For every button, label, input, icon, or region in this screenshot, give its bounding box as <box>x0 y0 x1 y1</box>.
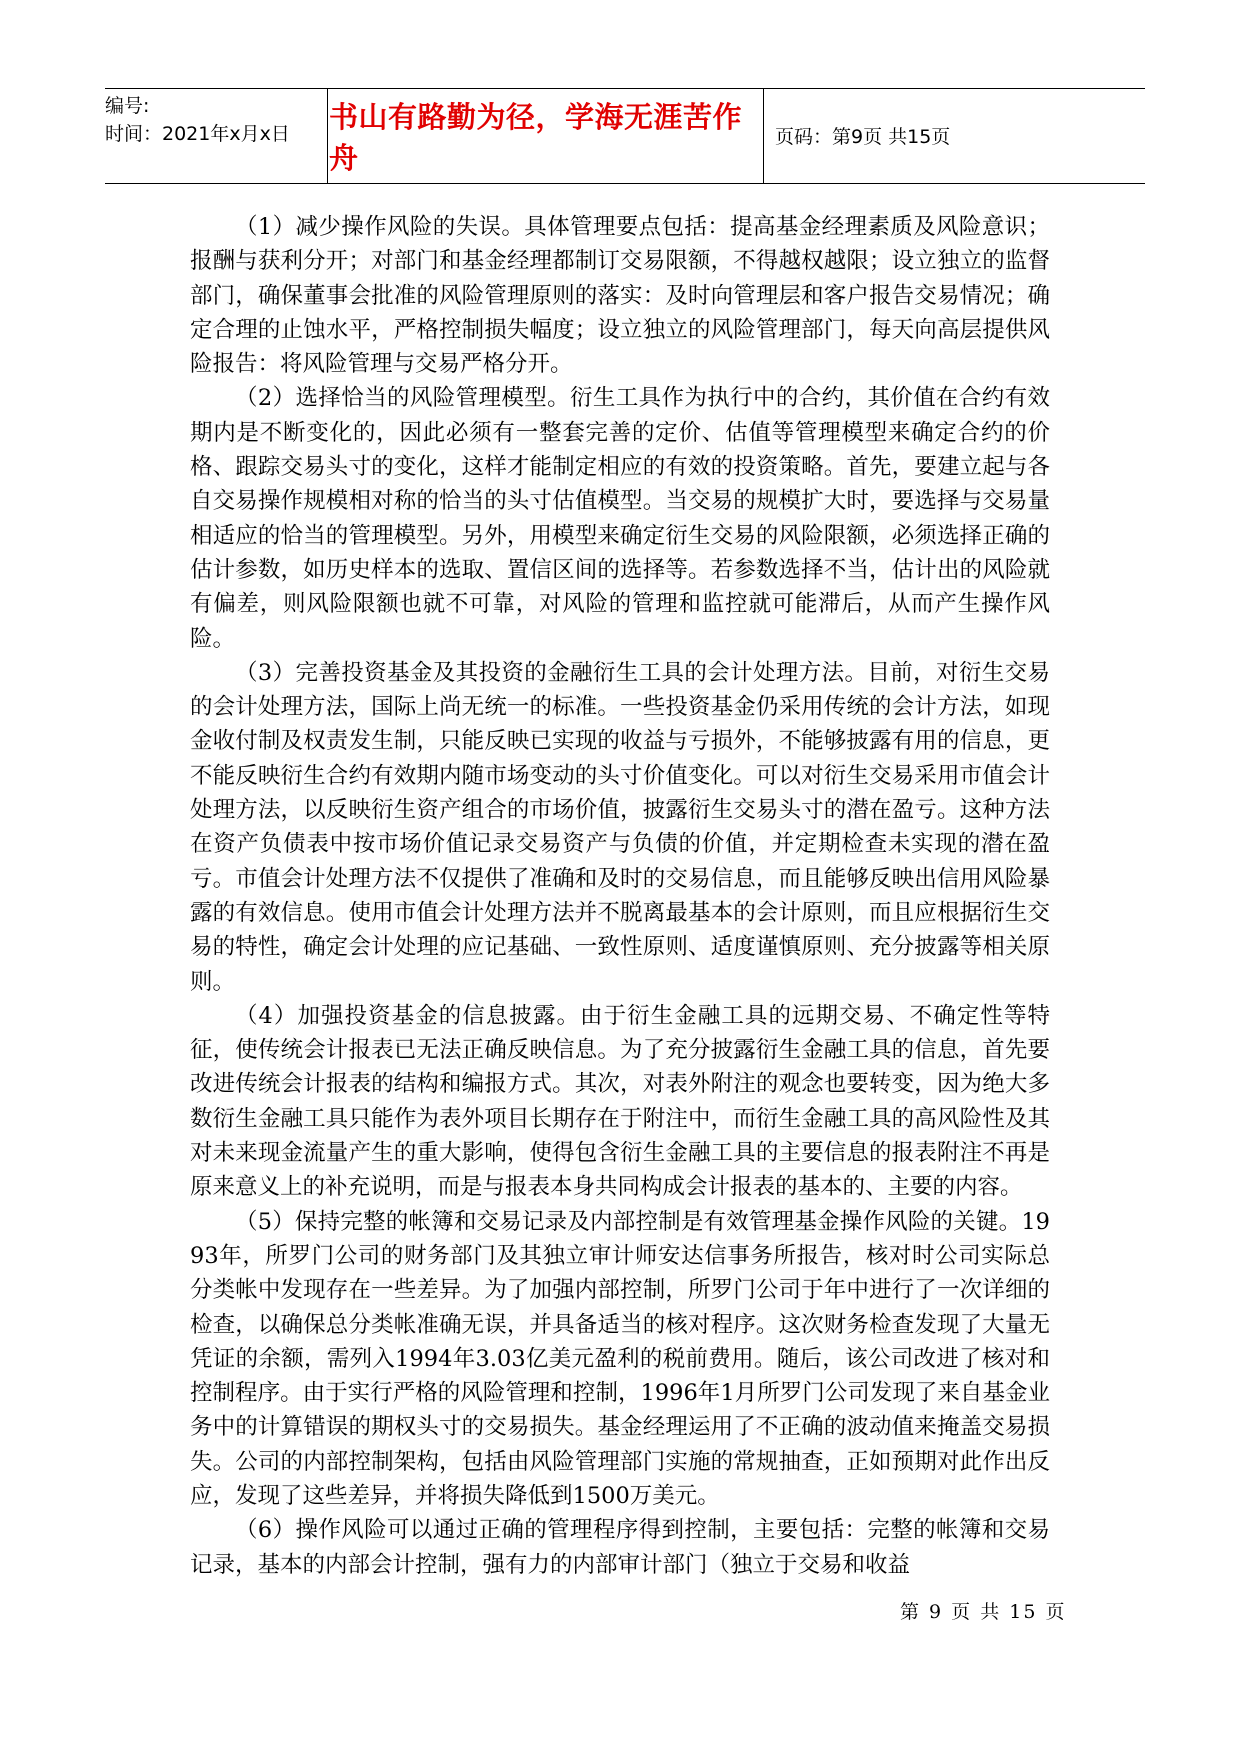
header-bottom-rule <box>105 183 1145 184</box>
page-footer: 第 9 页 共 15 页 <box>900 1601 1067 1623</box>
page-header <box>105 88 1145 183</box>
paragraph-2: （2）选择恰当的风险管理模型。衍生工具作为执行中的合约，其价值在合约有效期内是不断变化的，因此必须有一整套完善的定价、估值等管理模型来确定合约的价格、跟踪交易头寸的变化，这样才能制定相应的有效的投资策略。首先，要建立起与各自交易操作规模相对称的恰当的头寸估值模型。当交易的规模扩大时，要选择与交易量相适应的恰当的管理模型。另外，用模型来确定衍生交易的风险限额，必须选择正确的估计参数，如历史样本的选取、置信区间的选择等。若参数选择不当，估计出的风险就有偏差，则风险限额也就不可靠，对风险的管理和监控就可能滞后，从而产生操作风险。 <box>190 385 1050 652</box>
document-number-label: 编号: <box>105 95 150 117</box>
header-page-code: 页码：第9页 共15页 <box>775 126 951 148</box>
header-motto: 书山有路勤为径，学海无涯苦作舟 <box>329 99 743 175</box>
paragraph-3: （3）完善投资基金及其投资的金融衍生工具的会计处理方法。目前，对衍生交易的会计处理方法，国际上尚无统一的标准。一些投资基金仍采用传统的会计方法，如现金收付制及权责发生制，只能反映已实现的收益与亏损外，不能够披露有用的信息，更不能反映衍生合约有效期内随市场变动的头寸价值变化。可以对衍生交易采用市值会计处理方法，以反映衍生资产组合的市场价值，披露衍生交易头寸的潜在盈亏。这种方法在资产负债表中按市场价值记录交易资产与负债的价值，并定期检查未实现的潜在盈亏。市值会计处理方法不仅提供了准确和及时的交易信息，而且能够反映出信用风险暴露的有效信息。使用市值会计处理方法并不脱离最基本的会计原则，而且应根据衍生交易的特性，确定会计处理的应记基础、一致性原则、适度谨慎原则、充分披露等相关原则。 <box>190 659 1050 995</box>
paragraph-6: （6）操作风险可以通过正确的管理程序得到控制，主要包括：完整的帐簿和交易记录，基本的内部会计控制，强有力的内部审计部门（独立于交易和收益 <box>190 1517 1050 1578</box>
paragraph-5: （5）保持完整的帐簿和交易记录及内部控制是有效管理基金操作风险的关键。1993年，所罗门公司的财务部门及其独立审计师安达信事务所报告，核对时公司实际总分类帐中发现存在一些差异。为了加强内部控制，所罗门公司于年中进行了一次详细的检查，以确保总分类帐准确无误，并具备适当的核对程序。这次财务检查发现了大量无凭证的余额，需列入1994年3.03亿美元盈利的税前费用。随后，该公司改进了核对和控制程序。由于实行严格的风险管理和控制，1996年1月所罗门公司发现了来自基金业务中的计算错误的期权头寸的交易损失。基金经理运用了不正确的波动值来掩盖交易损失。公司的内部控制架构，包括由风险管理部门实施的常规抽查，正如预期对此作出反应，发现了这些差异，并将损失降低到1500万美元。 <box>190 1208 1050 1509</box>
document-body <box>190 210 1050 1582</box>
header-divider-right <box>763 88 764 183</box>
paragraph-4: （4）加强投资基金的信息披露。由于衍生金融工具的远期交易、不确定性等特征，使传统会计报表已无法正确反映信息。为了充分披露衍生金融工具的信息，首先要改进传统会计报表的结构和编报方式。其次，对表外附注的观念也要转变，因为绝大多数衍生金融工具只能作为表外项目长期存在于附注中，而衍生金融工具的高风险性及其对未来现金流量产生的重大影响，使得包含衍生金融工具的主要信息的报表附注不再是原来意义上的补充说明，而是与报表本身共同构成会计报表的基本的、主要的内容。 <box>190 1002 1050 1201</box>
header-meta <box>105 92 350 148</box>
document-time-label: 时间：2021年x月x日 <box>105 123 290 145</box>
paragraph-1: （1）减少操作风险的失误。具体管理要点包括：提高基金经理素质及风险意识；报酬与获利分开；对部门和基金经理都制订交易限额，不得越权越限；设立独立的监督部门，确保董事会批准的风险管理原则的落实：及时向管理层和客户报告交易情况；确定合理的止蚀水平，严格控制损失幅度；设立独立的风险管理部门，每天向高层提供风险报告：将风险管理与交易严格分开。 <box>190 214 1050 378</box>
